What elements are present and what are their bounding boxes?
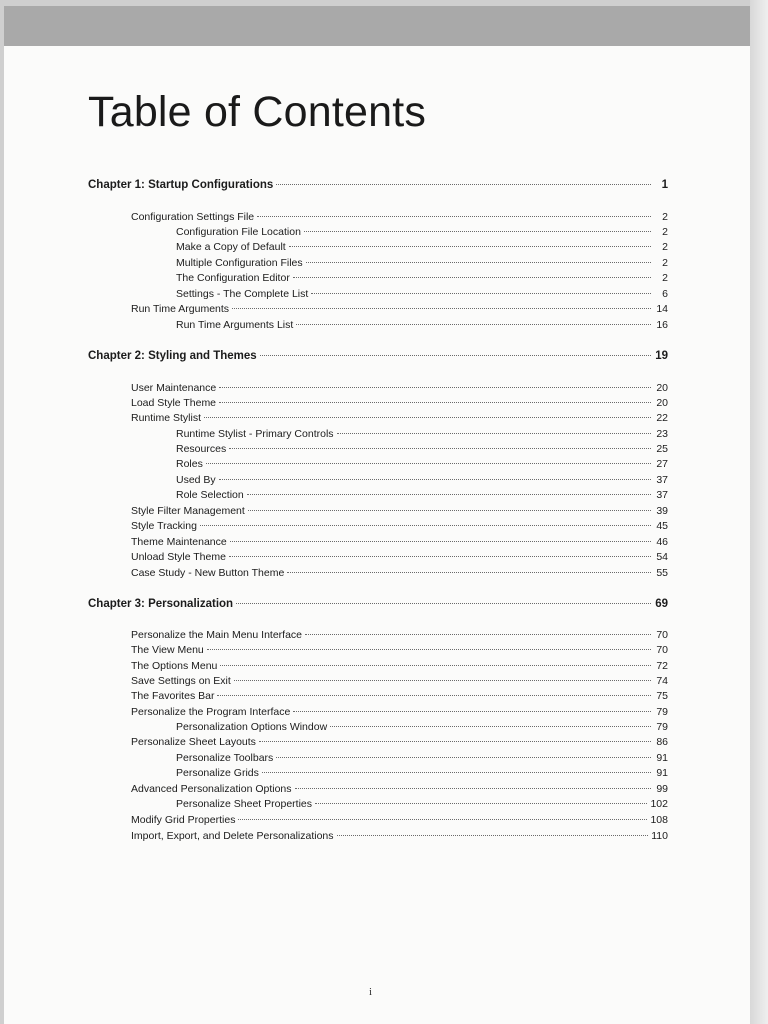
toc-dot-leader [262,772,651,773]
toc-dot-leader [337,835,649,836]
toc-entry-page-number: 1 [661,179,668,191]
toc-entry-page-number: 54 [656,551,668,563]
toc-entry-label: User Maintenance [131,382,217,394]
toc-entry-label: Role Selection [176,489,244,501]
toc-dot-leader [305,634,651,635]
toc-entry [176,443,668,455]
toc-dot-leader [287,572,651,573]
toc-entry-page-number: 39 [656,505,668,517]
toc-entry-page-number: 69 [655,598,668,610]
toc-entry [176,428,668,440]
toc-entry-page-number: 75 [656,690,668,702]
toc-entry-page-number: 37 [656,474,668,486]
toc-entry-label: Case Study - New Button Theme [131,567,285,579]
toc-entry-page-number: 20 [656,382,668,394]
toc-entry [131,567,668,579]
toc-entry [131,690,668,702]
toc-entry-page-number: 2 [662,272,668,284]
toc-entry-label: Configuration File Location [176,226,301,238]
toc-entry-page-number: 91 [656,752,668,764]
toc-dot-leader [259,741,651,742]
toc-entry [131,211,668,223]
toc-entry [176,241,668,253]
toc-entry-label: Chapter 3: Personalization [88,598,234,610]
toc-entry-page-number: 72 [656,660,668,672]
toc-dot-leader [219,479,651,480]
toc-entry-label: Personalize Grids [176,767,259,779]
toc-entry-label: Personalize Sheet Properties [176,798,312,810]
toc-entry-page-number: 2 [662,257,668,269]
document-page [4,6,750,1024]
table-of-contents [4,6,750,1024]
toc-entry [131,303,668,315]
toc-entry-label: Configuration Settings File [131,211,255,223]
toc-entry [176,474,668,486]
toc-entry-page-number: 2 [662,226,668,238]
page-edge-shadow [750,0,768,1024]
toc-entry-label: The Options Menu [131,660,218,672]
toc-entry-page-number: 25 [656,443,668,455]
toc-entry-label: Roles [176,458,203,470]
toc-entry [176,489,668,501]
toc-entry [131,675,668,687]
toc-dot-leader [238,819,647,820]
toc-dot-leader [217,695,651,696]
toc-dot-leader [207,649,651,650]
toc-dot-leader [247,494,651,495]
toc-dot-leader [200,525,651,526]
toc-dot-leader [236,603,651,604]
toc-entry-page-number: 37 [656,489,668,501]
toc-entry [131,706,668,718]
toc-entry-label: Modify Grid Properties [131,814,236,826]
toc-chapter-entry [88,598,668,610]
toc-entry-label: Personalize Sheet Layouts [131,736,256,748]
toc-dot-leader [311,293,651,294]
toc-entry [176,721,668,733]
toc-entry [176,226,668,238]
toc-entry-label: Settings - The Complete List [176,288,309,300]
toc-entry-label: Run Time Arguments List [176,319,294,331]
toc-entry-page-number: 110 [651,830,668,842]
toc-entry-label: Personalize the Program Interface [131,706,291,718]
toc-entry-label: Chapter 2: Styling and Themes [88,350,257,362]
toc-dot-leader [204,417,651,418]
toc-entry [131,505,668,517]
toc-entry-page-number: 2 [662,211,668,223]
toc-dot-leader [296,324,651,325]
toc-entry-page-number: 79 [656,706,668,718]
toc-entry-page-number: 108 [650,814,668,826]
toc-dot-leader [248,510,651,511]
toc-entry-page-number: 19 [655,350,668,362]
toc-entry-label: Run Time Arguments [131,303,230,315]
toc-entry [131,520,668,532]
toc-dot-leader [293,277,651,278]
toc-entry [176,798,668,810]
toc-entry-page-number: 20 [656,397,668,409]
toc-entry-page-number: 22 [656,412,668,424]
toc-entry-page-number: 27 [656,458,668,470]
toc-entry-page-number: 45 [656,520,668,532]
toc-entry-label: Unload Style Theme [131,551,226,563]
toc-entry [176,319,668,331]
footer-page-number: i [369,986,373,998]
toc-dot-leader [330,726,651,727]
toc-entry [131,814,668,826]
toc-entry-page-number: 6 [662,288,668,300]
toc-entry [176,752,668,764]
toc-entry-label: Multiple Configuration Files [176,257,303,269]
toc-entry-label: Used By [176,474,216,486]
toc-entry-page-number: 46 [656,536,668,548]
toc-entry-page-number: 23 [656,428,668,440]
toc-entry [131,644,668,656]
toc-entry-label: Save Settings on Exit [131,675,231,687]
toc-entry-page-number: 79 [656,721,668,733]
toc-entry [176,767,668,779]
toc-entry-page-number: 14 [656,303,668,315]
toc-entry-page-number: 86 [656,736,668,748]
toc-dot-leader [315,803,647,804]
toc-entry [176,272,668,284]
toc-entry [131,412,668,424]
toc-dot-leader [257,216,651,217]
toc-entry-label: Runtime Stylist [131,412,202,424]
toc-entry-label: Advanced Personalization Options [131,783,292,795]
toc-dot-leader [232,308,651,309]
toc-dot-leader [304,231,651,232]
toc-chapter-entry [88,350,668,362]
toc-entry-page-number: 99 [656,783,668,795]
toc-chapter-entry [88,179,668,191]
toc-entry-label: Personalization Options Window [176,721,328,733]
toc-entry-label: Personalize the Main Menu Interface [131,629,303,641]
toc-entry-label: Load Style Theme [131,397,217,409]
toc-entry-label: The View Menu [131,644,204,656]
toc-entry-page-number: 2 [662,241,668,253]
toc-entry-page-number: 55 [656,567,668,579]
toc-dot-leader [289,246,651,247]
toc-entry [131,783,668,795]
toc-entry-label: Personalize Toolbars [176,752,274,764]
toc-entry-label: Runtime Stylist - Primary Controls [176,428,334,440]
toc-entry [176,458,668,470]
toc-entry-label: Style Tracking [131,520,197,532]
toc-dot-leader [276,757,651,758]
toc-entry [131,382,668,394]
toc-entry-page-number: 70 [656,644,668,656]
toc-dot-leader [276,184,651,185]
toc-entry-page-number: 74 [656,675,668,687]
toc-entry [131,830,668,842]
toc-dot-leader [229,556,651,557]
toc-dot-leader [219,402,651,403]
toc-entry [131,736,668,748]
toc-entry-label: Import, Export, and Delete Personalizations [131,830,334,842]
toc-entry-label: Style Filter Management [131,505,245,517]
toc-dot-leader [306,262,651,263]
toc-entry-label: Chapter 1: Startup Configurations [88,179,274,191]
toc-dot-leader [234,680,651,681]
toc-entry-label: The Configuration Editor [176,272,290,284]
toc-entry [176,257,668,269]
toc-entry-label: The Favorites Bar [131,690,215,702]
toc-entry-page-number: 16 [656,319,668,331]
toc-dot-leader [293,711,651,712]
toc-entry-label: Make a Copy of Default [176,241,286,253]
toc-dot-leader [219,387,651,388]
toc-entry-page-number: 91 [656,767,668,779]
toc-dot-leader [230,541,651,542]
toc-entry-page-number: 70 [656,629,668,641]
toc-entry-label: Theme Maintenance [131,536,227,548]
toc-dot-leader [295,788,651,789]
toc-entry [176,288,668,300]
toc-dot-leader [220,665,651,666]
toc-entry [131,397,668,409]
toc-entry [131,551,668,563]
page-title: Table of Contents [88,88,427,136]
toc-entry [131,536,668,548]
toc-entry-label: Resources [176,443,227,455]
toc-dot-leader [260,355,651,356]
toc-entry-page-number: 102 [650,798,668,810]
toc-dot-leader [206,463,651,464]
toc-dot-leader [229,448,651,449]
toc-dot-leader [337,433,651,434]
toc-entry [131,629,668,641]
toc-entry [131,660,668,672]
